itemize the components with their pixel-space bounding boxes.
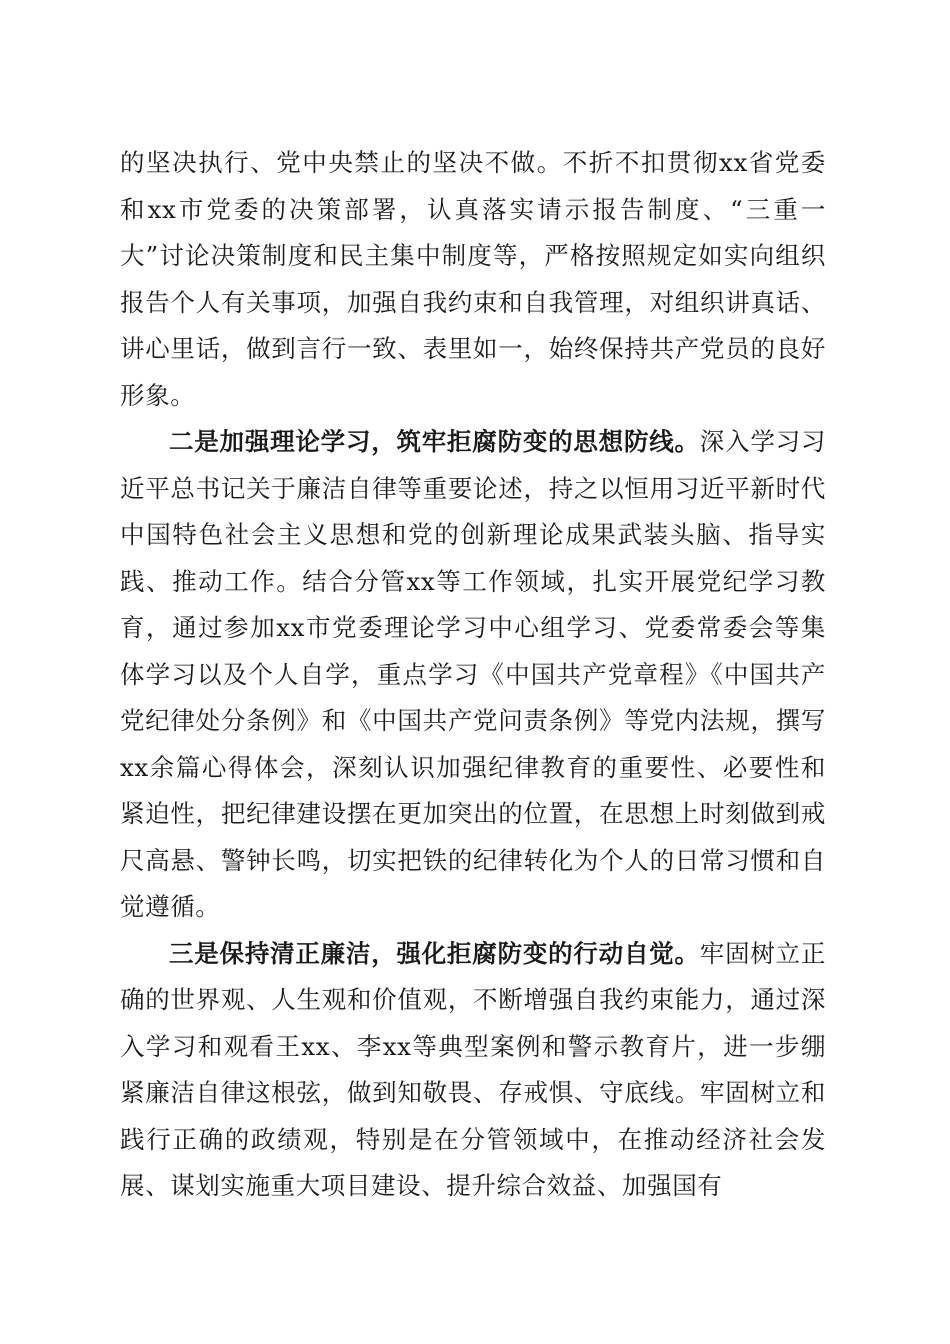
paragraph-lead: 二是加强理论学习，筑牢拒腐防变的思想防线。 — [169, 427, 700, 456]
paragraph-integrity — [120, 931, 826, 1210]
paragraph-lead: 三是保持清正廉洁，强化拒腐防变的行动自觉。 — [169, 938, 700, 968]
paragraph-text: 牢固树立正确的世界观、人生观和价值观，不断增强自我约束能力，通过深入学习和观看王xx、李xx等典型案例和警示教育片，进一步绷紧廉洁自律这根弦，做到知敬畏、存戒惧、守底线。牢固树立和践行正确的政绩观，特别是在分管领域中，在推动经济社会发展、谋划实施重大项目建设、提升综合效益、加强国有 — [120, 938, 826, 1200]
paragraph-text: 的坚决执行、党中央禁止的坚决不做。不折不扣贯彻xx省党委和xx市党委的决策部署，认真落实请示报告制度、“三重一大”讨论决策制度和民主集中制度等，严格按照规定如实向组织报告个人有关事项，加强自我约束和自我管理，对组织讲真话、讲心里话，做到言行一致、表里如一，始终保持共产党员的良好形象。 — [120, 148, 826, 410]
paragraph-text: 深入学习习近平总书记关于廉洁自律等重要论述，持之以恒用习近平新时代中国特色社会主义思想和党的创新理论成果武装头脑、指导实践、推动工作。结合分管xx等工作领域，扎实开展党纪学习教育，通过参加xx市党委理论学习中心组学习、党委常委会等集体学习以及个人自学，重点学习《中国共产党章程》《中国共产党纪律处分条例》和《中国共产党问责条例》等党内法规，撰写xx余篇心得体会，深刻认识加强纪律教育的重要性、必要性和紧迫性，把纪律建设摆在更加突出的位置，在思想上时刻做到戒尺高悬、警钟长鸣，切实把铁的纪律转化为个人的日常习惯和自觉遵循。 — [120, 427, 826, 921]
document-body — [120, 140, 826, 1210]
paragraph-continuation — [120, 140, 826, 419]
paragraph-theory-study — [120, 419, 826, 931]
